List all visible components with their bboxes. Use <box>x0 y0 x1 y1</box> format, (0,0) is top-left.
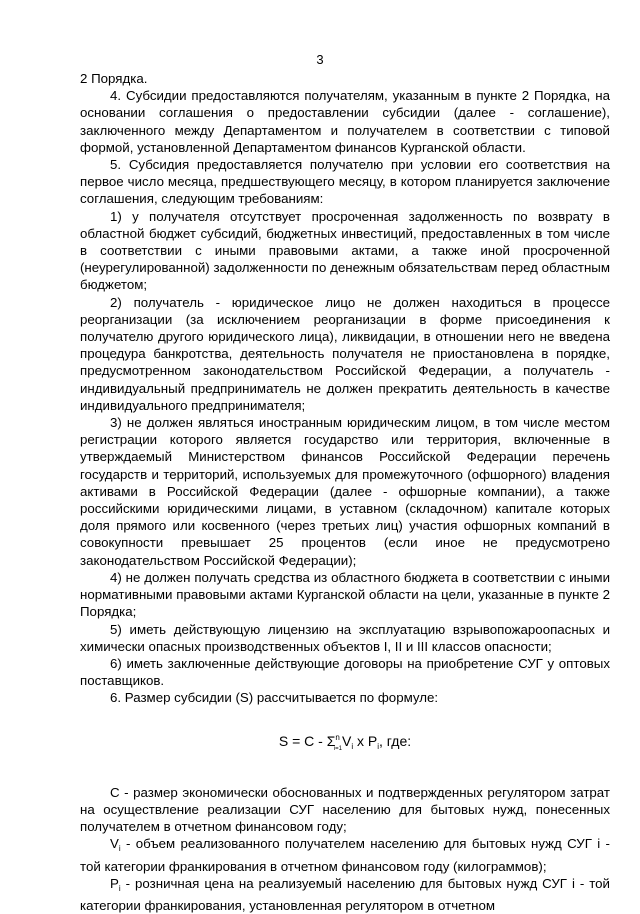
paragraph-item-4: 4. Субсидии предоставляются получателям, указанным в пункте 2 Порядка, на основании соглашения о предоставлении субсидии (далее - соглашение), заключенного между Департаментом и получателем в соответствии с типовой формой, установленной Департаментом финансов Курганской области. <box>80 88 610 155</box>
sigma-upper: n <box>335 732 340 742</box>
definition-p-symbol: P <box>110 875 119 891</box>
requirement-2: 2) получатель - юридическое лицо не должен находиться в процессе реорганизации (за исключением реорганизации в форме присоединения к получателю другого юридического лица), ликвидации, в отношении него не введена процедура банкротства, деятельность получателя не приостановлена в порядке, предусмотренном законодательством Российской Федерации, а получатель - индивидуальный предприниматель не должен прекратить деятельность в качестве индивидуального предпринимателя; <box>80 294 610 413</box>
definition-v-symbol: V <box>110 836 119 852</box>
definition-p <box>80 875 610 914</box>
document-body <box>80 70 610 914</box>
definition-v-sub: i <box>118 844 121 854</box>
formula-v: V <box>342 732 352 749</box>
formula-p-sub: i <box>377 741 380 751</box>
formula-times: x <box>353 732 368 749</box>
formula-lhs: S = C - <box>278 732 323 749</box>
requirement-1: 1) у получателя отсутствует просроченная задолженность по возврату в областной бюджет субсидий, бюджетных инвестиций, предоставленных в том числе в соответствии с иными правовыми актами, а также иной просроченной (неурегулированной) задолженности по денежным обязательствам перед областным бюджетом; <box>80 208 610 293</box>
formula-v-sub: i <box>351 741 354 751</box>
requirement-6: 6) иметь заключенные действующие договоры на приобретение СУГ у оптовых поставщиков. <box>80 655 610 689</box>
requirement-4: 4) не должен получать средства из областного бюджета в соответствии с иными нормативными правовыми актами Курганской области на цели, указанные в пункте 2 Порядка; <box>80 569 610 620</box>
definition-p-sub: i <box>118 883 121 893</box>
definition-v <box>80 835 610 874</box>
paragraph-continuation: 2 Порядка. <box>80 71 148 86</box>
sigma-lower: i=1 <box>333 745 342 752</box>
definition-p-text: - розничная цена на реализуемый населению для бытовых нужд СУГ i - той категории франкирования, установленная регулятором в отчетном <box>80 875 610 913</box>
sigma-symbol: Σ <box>326 732 336 749</box>
definition-v-text: - объем реализованного получателем населению для бытовых нужд СУГ i - той категории франкирования в отчетном финансовом году (килограммов); <box>80 836 610 874</box>
page-number: 3 <box>316 52 324 67</box>
formula-p: P <box>367 732 378 749</box>
definition-c: С - размер экономически обоснованных и подтвержденных регулятором затрат на осуществление реализации СУГ населению для бытовых нужд, понесенных получателем в отчетном финансовом году; <box>80 784 610 835</box>
formula-tail: , где: <box>379 732 412 749</box>
requirement-3: 3) не должен являться иностранным юридическим лицом, в том числе местом регистрации которого является государство или территория, включенные в утверждаемый Министерством финансов Российской Федерации перечень государств и территорий, используемых для промежуточного (офшорного) владения активами в Российской Федерации (далее - офшорные компании), а также российскими юридическими лицами, в уставном (складочном) капитале которых доля прямого или косвенного (через третьих лиц) участия офшорных компаний в совокупности превышает 25 процентов (если иное не предусмотрено законодательством Российской Федерации); <box>80 415 610 568</box>
requirement-5: 5) иметь действующую лицензию на эксплуатацию взрывопожароопасных и химически опасных производственных объектов I, II и III классов опасности; <box>80 621 610 654</box>
paragraph-item-5: 5. Субсидия предоставляется получателю при условии его соответствия на первое число месяца, предшествующего месяцу, в котором планируется заключение соглашения, следующим требованиям: <box>80 157 610 207</box>
paragraph-item-6: 6. Размер субсидии (S) рассчитывается по формуле: <box>110 690 439 706</box>
subsidy-formula <box>80 729 610 758</box>
